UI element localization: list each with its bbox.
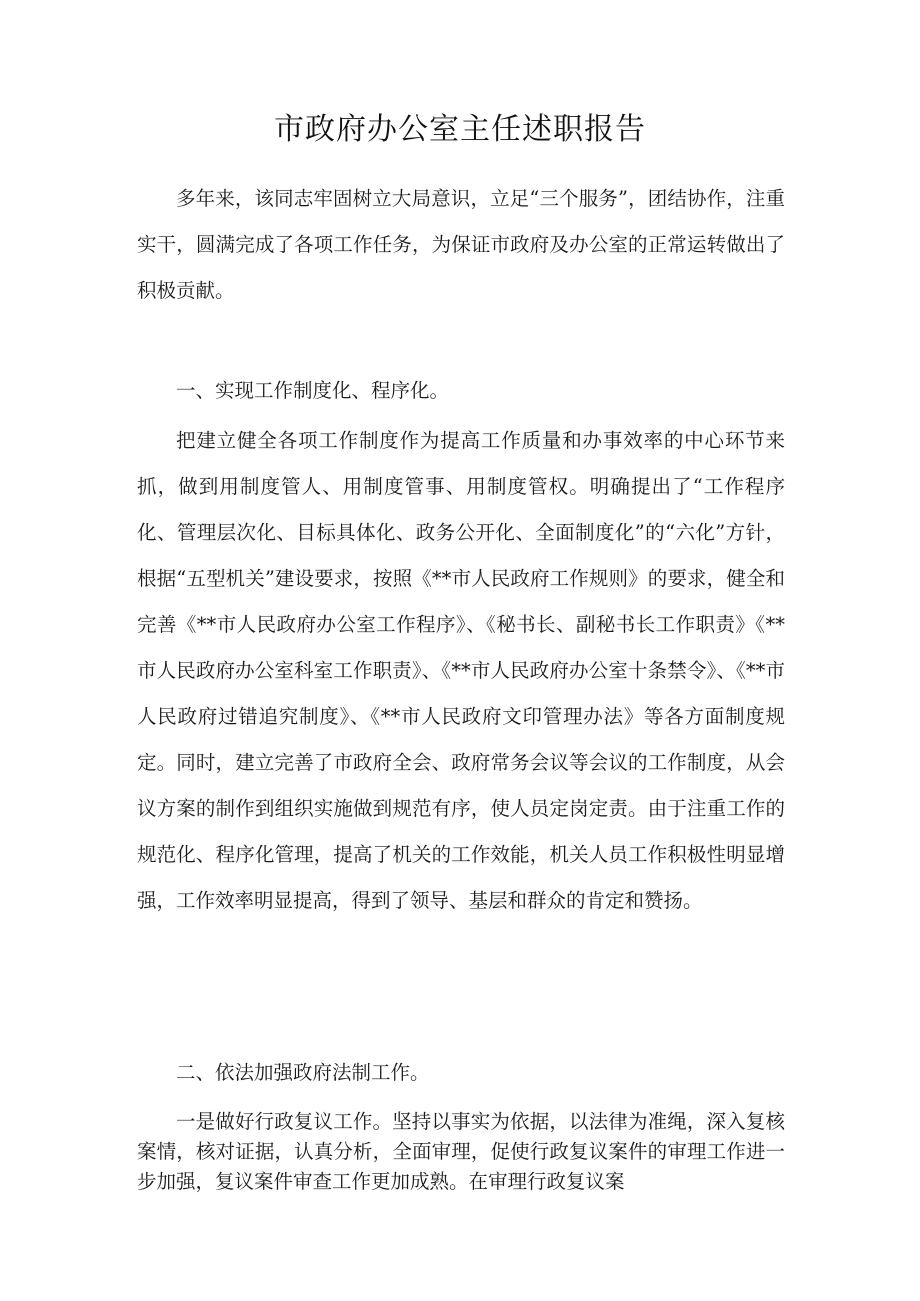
section-1-paragraph: 把建立健全各项工作制度作为提高工作质量和办事效率的中心环节来抓，做到用制度管人、用制度管事、用制度管权。明确提出了“工作程序化、管理层次化、目标具体化、政务公开化、全面制度化”的“六化”方针，根据“五型机关”建设要求，按照《**市人民政府工作规则》的要求，健全和完善《**市人民政府办公室工作程序》、《秘书长、副秘书长工作职责》《**市人民政府办公室科室工作职责》、《**市人民政府办公室十条禁令》、《**市人民政府过错追究制度》、《**市人民政府文印管理办法》等各方面制度规定。同时，建立完善了市政府全会、政府常务会议等会议的工作制度，从会议方案的制作到组织实施做到规范有序，使人员定岗定责。由于注重工作的规范化、程序化管理，提高了机关的工作效能，机关人员工作积极性明显增强，工作效率明显提高，得到了领导、基层和群众的肯定和赞扬。 — [137, 429, 785, 912]
section-1-heading: 一、实现工作制度化、程序化。 — [176, 379, 450, 402]
document-title: 市政府办公室主任述职报告 — [274, 112, 646, 147]
section-2-paragraph: 一是做好行政复议工作。坚持以事实为依据，以法律为准绳，深入复核案情，核对证据，认真分析，全面审理，促使行政复议案件的审理工作进一步加强，复议案件审查工作更加成熟。在审理行政复议案 — [137, 1110, 785, 1193]
section-2-heading: 二、依法加强政府法制工作。 — [176, 1061, 430, 1084]
intro-paragraph: 多年来，该同志牢固树立大局意识，立足“三个服务”，团结协作，注重实干，圆满完成了各项工作任务，为保证市政府及办公室的正常运转做出了积极贡献。 — [137, 187, 785, 302]
